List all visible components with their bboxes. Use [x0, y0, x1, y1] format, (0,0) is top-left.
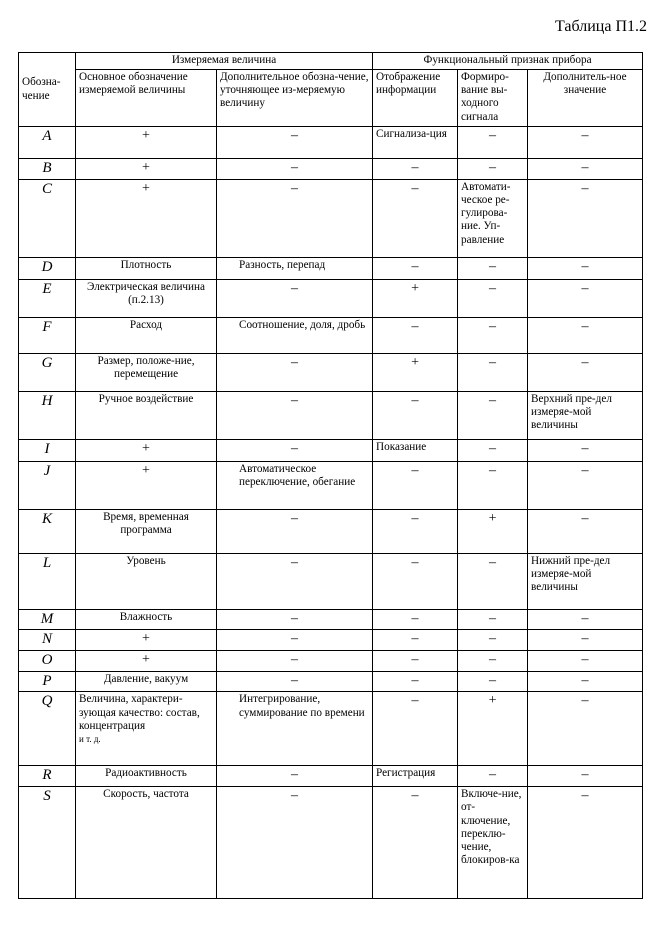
cell-display: – — [373, 461, 458, 509]
cell-letter: F — [19, 317, 76, 353]
table-row — [19, 766, 643, 787]
cell-main: Время, временная программа — [76, 509, 217, 553]
cell-main: Радиоактивность — [76, 766, 217, 787]
cell-additional: – — [217, 766, 373, 787]
header-measured-group: Измеряемая величина — [76, 53, 373, 70]
cell-letter: E — [19, 279, 76, 317]
cell-display: + — [373, 279, 458, 317]
header-display: Отображение информации — [373, 70, 458, 127]
cell-extra: – — [528, 766, 643, 787]
cell-additional: – — [217, 127, 373, 159]
cell-extra: – — [528, 609, 643, 630]
cell-output: + — [458, 509, 528, 553]
header-function-group: Функциональный признак прибора — [373, 53, 643, 70]
cell-output: – — [458, 439, 528, 461]
cell-display: – — [373, 257, 458, 279]
table-row — [19, 609, 643, 630]
cell-main: Уровень — [76, 553, 217, 609]
cell-extra: – — [528, 787, 643, 899]
cell-letter: P — [19, 671, 76, 692]
cell-extra: – — [528, 279, 643, 317]
header-output: Формиро-вание вы-ходного сигнала — [458, 70, 528, 127]
cell-additional: – — [217, 353, 373, 391]
cell-output: – — [458, 317, 528, 353]
cell-letter: H — [19, 391, 76, 439]
header-extra: Дополнитель-ное значение — [528, 70, 643, 127]
cell-output: – — [458, 159, 528, 180]
cell-letter: I — [19, 439, 76, 461]
cell-additional: Интегрирование, суммирование по времени — [217, 692, 373, 766]
cell-main: Влажность — [76, 609, 217, 630]
cell-display: – — [373, 317, 458, 353]
cell-display: – — [373, 553, 458, 609]
header-main: Основное обозначение измеряемой величины — [76, 70, 217, 127]
cell-main: Размер, положе-ние, перемещение — [76, 353, 217, 391]
cell-additional: – — [217, 439, 373, 461]
cell-letter: C — [19, 179, 76, 257]
cell-additional: – — [217, 651, 373, 672]
table-row — [19, 692, 643, 766]
cell-display: – — [373, 159, 458, 180]
cell-extra: – — [528, 692, 643, 766]
cell-letter: D — [19, 257, 76, 279]
table-row — [19, 630, 643, 651]
table-row — [19, 127, 643, 159]
table-row — [19, 787, 643, 899]
table-title: Таблица П1.2 — [555, 18, 647, 35]
cell-extra: Верхний пре-дел измеряе-мой величины — [528, 391, 643, 439]
header-designation: Обозна-чение — [19, 53, 76, 127]
cell-additional: Автоматическое переключение, обегание — [217, 461, 373, 509]
cell-letter: Q — [19, 692, 76, 766]
table-row — [19, 553, 643, 609]
header-additional: Дополнительное обозна-чение, уточняющее из-меряемую величину — [217, 70, 373, 127]
table-row — [19, 279, 643, 317]
cell-output: – — [458, 671, 528, 692]
cell-output: – — [458, 651, 528, 672]
cell-main: + — [76, 439, 217, 461]
cell-output: – — [458, 391, 528, 439]
cell-additional: – — [217, 787, 373, 899]
cell-output: Автомати-ческое ре-гулирова-ние. Уп-равление — [458, 179, 528, 257]
cell-additional: Соотношение, доля, дробь — [217, 317, 373, 353]
table-row — [19, 391, 643, 439]
cell-extra: – — [528, 317, 643, 353]
cell-output: – — [458, 553, 528, 609]
table-row — [19, 509, 643, 553]
cell-output: – — [458, 127, 528, 159]
cell-letter: N — [19, 630, 76, 651]
cell-display: + — [373, 353, 458, 391]
cell-display: Регистрация — [373, 766, 458, 787]
cell-main-small: и т. д. — [79, 734, 101, 745]
table-row — [19, 439, 643, 461]
cell-letter: B — [19, 159, 76, 180]
cell-additional: – — [217, 630, 373, 651]
cell-extra: – — [528, 671, 643, 692]
cell-letter: G — [19, 353, 76, 391]
cell-display: – — [373, 179, 458, 257]
cell-main: + — [76, 127, 217, 159]
cell-display: – — [373, 609, 458, 630]
cell-main: + — [76, 461, 217, 509]
cell-main: Давление, вакуум — [76, 671, 217, 692]
cell-additional: – — [217, 159, 373, 180]
cell-additional: – — [217, 391, 373, 439]
table-row — [19, 257, 643, 279]
cell-output: Включе-ние, от-ключение, переклю-чение, блокиров-ка — [458, 787, 528, 899]
cell-output: – — [458, 279, 528, 317]
cell-output: – — [458, 609, 528, 630]
table-row — [19, 179, 643, 257]
table-row — [19, 461, 643, 509]
cell-main: + — [76, 651, 217, 672]
cell-main: Расход — [76, 317, 217, 353]
table-row — [19, 671, 643, 692]
cell-display: – — [373, 630, 458, 651]
cell-display: Сигнализа-ция — [373, 127, 458, 159]
cell-display: Показание — [373, 439, 458, 461]
cell-additional: – — [217, 609, 373, 630]
cell-extra: – — [528, 461, 643, 509]
cell-display: – — [373, 671, 458, 692]
table-row — [19, 159, 643, 180]
cell-main — [76, 692, 217, 766]
cell-extra: – — [528, 159, 643, 180]
cell-main-text: Величина, характери-зующая качество: состав, концентрация — [79, 693, 200, 732]
cell-letter: R — [19, 766, 76, 787]
table-row — [19, 651, 643, 672]
cell-main: + — [76, 179, 217, 257]
cell-extra: – — [528, 353, 643, 391]
cell-extra: – — [528, 651, 643, 672]
cell-extra: – — [528, 179, 643, 257]
cell-output: + — [458, 692, 528, 766]
cell-additional: – — [217, 279, 373, 317]
cell-extra: – — [528, 509, 643, 553]
cell-main: Электрическая величина (п.2.13) — [76, 279, 217, 317]
cell-display: – — [373, 509, 458, 553]
cell-main: Скорость, частота — [76, 787, 217, 899]
table-row — [19, 353, 643, 391]
cell-letter: M — [19, 609, 76, 630]
designation-table — [18, 52, 643, 899]
cell-extra: Нижний пре-дел измеряе-мой величины — [528, 553, 643, 609]
cell-additional: – — [217, 179, 373, 257]
cell-output: – — [458, 630, 528, 651]
cell-display: – — [373, 651, 458, 672]
table-row — [19, 317, 643, 353]
cell-letter: K — [19, 509, 76, 553]
cell-display: – — [373, 391, 458, 439]
cell-additional: – — [217, 553, 373, 609]
cell-display: – — [373, 692, 458, 766]
cell-letter: O — [19, 651, 76, 672]
cell-main: + — [76, 630, 217, 651]
cell-main: Ручное воздействие — [76, 391, 217, 439]
cell-main: Плотность — [76, 257, 217, 279]
cell-letter: J — [19, 461, 76, 509]
cell-letter: L — [19, 553, 76, 609]
cell-additional: – — [217, 671, 373, 692]
cell-additional: – — [217, 509, 373, 553]
cell-output: – — [458, 257, 528, 279]
cell-additional: Разность, перепад — [217, 257, 373, 279]
cell-extra: – — [528, 257, 643, 279]
cell-output: – — [458, 461, 528, 509]
cell-letter: S — [19, 787, 76, 899]
cell-main: + — [76, 159, 217, 180]
cell-extra: – — [528, 630, 643, 651]
cell-output: – — [458, 766, 528, 787]
cell-letter: A — [19, 127, 76, 159]
cell-output: – — [458, 353, 528, 391]
cell-extra: – — [528, 439, 643, 461]
cell-extra: – — [528, 127, 643, 159]
cell-display: – — [373, 787, 458, 899]
